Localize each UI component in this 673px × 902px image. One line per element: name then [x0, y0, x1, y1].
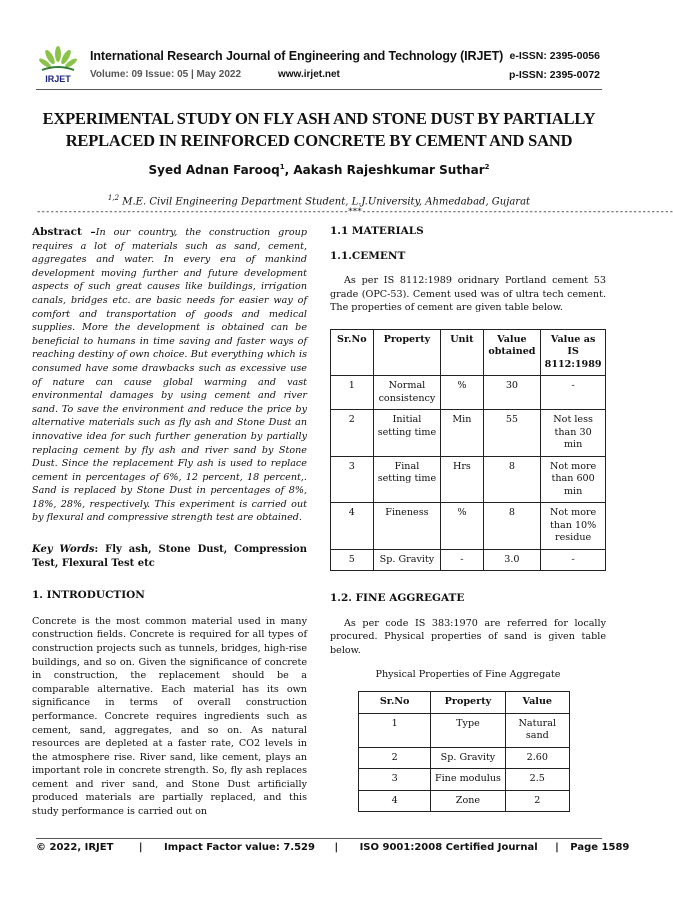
table-header-cell: Value as IS 8112:1989	[541, 329, 606, 376]
logo-text: IRJET	[45, 74, 71, 84]
table-cell: 8	[483, 456, 541, 503]
table-row	[359, 769, 570, 791]
abstract-label: Abstract –	[32, 226, 96, 238]
table-cell: 2	[331, 410, 374, 457]
table-cell: 2.60	[505, 747, 569, 769]
table-row	[359, 747, 570, 769]
table-cell: 1	[331, 376, 374, 410]
table-cell: Initial setting time	[373, 410, 441, 457]
table-cell: 8	[483, 503, 541, 550]
table-row	[331, 376, 606, 410]
journal-header	[36, 44, 602, 88]
journal-name: International Research Journal of Engineering and Technology (IRJET)	[90, 49, 504, 63]
table-cell: 2	[505, 790, 569, 812]
abstract	[32, 226, 307, 525]
table-cell: 4	[331, 503, 374, 550]
iso-certification: ISO 9001:2008 Certified Journal	[359, 842, 538, 853]
fine-aggregate-table	[358, 691, 570, 812]
affiliation-text: M.E. Civil Engineering Department Student, L.J.University, Ahmedabad, Gujarat	[119, 196, 531, 208]
fine-aggregate-text: As per code IS 383:1970 are referred for locally procured. Physical properties of sand is given table below.	[330, 617, 606, 656]
table-cell: Not less than 30 min	[541, 410, 606, 457]
table-cell: 30	[483, 376, 541, 410]
table-cell: -	[441, 549, 483, 571]
table-cell: Fine modulus	[431, 769, 505, 791]
pissn: p-ISSN: 2395-0072	[508, 69, 600, 81]
table-cell: 55	[483, 410, 541, 457]
intro-text: Concrete is the most common material used in many construction fields. Concrete is required for all types of construction projects such as tunnels, bridges, high-rise buildings, and so on. Given the significance of concrete in construction, the replacement should be a comparable alternative. Each material has its own significance in terms of overall construction performance. Concrete requires ingredients such as cement, sand, aggregates, and so on. As natural resources are depleted at a faster rate, CO2 levels in the atmosphere rise. River sand, like cement, plays an important role in concrete strength. So, fly ash replaces cement and river sand, and Stone Dust artificially produced materials are partially replaced, and this study performance is carried out on	[32, 615, 307, 818]
table-cell: 1	[359, 713, 431, 747]
author-separator: ,	[284, 163, 294, 177]
table-header-cell: Unit	[441, 329, 483, 376]
author-2-sup: 2	[484, 163, 490, 171]
table-cell: -	[541, 376, 606, 410]
author-1: Syed Adnan Farooq	[148, 163, 280, 177]
table-cell: 3.0	[483, 549, 541, 571]
page-number: Page 1589	[570, 842, 630, 853]
affiliation-sup: 1,2	[107, 194, 120, 202]
table-header-cell: Property	[373, 329, 441, 376]
paper-title: EXPERIMENTAL STUDY ON FLY ASH AND STONE DUST BY PARTIALLY REPLACED IN REINFORCED CONCRETE BY CEMENT AND SAND	[42, 109, 596, 151]
table-header-cell: Value obtained	[483, 329, 541, 376]
footer-divider	[36, 838, 602, 839]
table-header-cell: Value	[505, 692, 569, 714]
eissn: e-ISSN: 2395-0056	[509, 50, 600, 62]
table-cell: -	[541, 549, 606, 571]
footer-sep-2: |	[334, 842, 339, 853]
table-cell: Fineness	[373, 503, 441, 550]
intro-heading: 1. INTRODUCTION	[32, 589, 145, 602]
table-cell: 2	[359, 747, 431, 769]
impact-factor: Impact Factor value: 7.529	[164, 842, 315, 853]
keywords-text: Fly ash, Stone Dust, Compression Test, Flexural Test etc	[32, 544, 307, 569]
table-row	[331, 503, 606, 550]
table-header-cell: Sr.No	[359, 692, 431, 714]
footer-sep-1: |	[138, 842, 143, 853]
table-cell: 4	[359, 790, 431, 812]
table-cell: 3	[359, 769, 431, 791]
table-row	[331, 410, 606, 457]
table-cell: Final setting time	[373, 456, 441, 503]
table-cell: Sp. Gravity	[431, 747, 505, 769]
table-cell: 2.5	[505, 769, 569, 791]
authors	[36, 164, 602, 176]
volume-issue: Volume: 09 Issue: 05 | May 2022	[90, 69, 242, 80]
table-cell: 5	[331, 549, 374, 571]
table-header-cell: Property	[431, 692, 505, 714]
header-divider	[36, 89, 602, 90]
table-cell: Hrs	[441, 456, 483, 503]
table-row	[331, 549, 606, 571]
table-cell: %	[441, 376, 483, 410]
author-1-sup: 1	[279, 163, 285, 171]
affiliation	[36, 195, 602, 207]
table-cell: Zone	[431, 790, 505, 812]
separator-line: ---------------------------------------------------------------------***---------------------------------------------------------------------	[36, 207, 673, 217]
cement-text: As per IS 8112:1989 oridnary Portland cement 53 grade (OPC-53). Cement used was of ultra tech cement. The properties of cement are given table below.	[330, 275, 606, 314]
materials-heading: 1.1 MATERIALS	[330, 225, 424, 237]
page-footer	[36, 842, 630, 853]
table-cell: Sp. Gravity	[373, 549, 441, 571]
abstract-text: In our country, the construction group requires a lot of materials such as sand, cement, aggregates and water. In every era of mankind development moving further and future development aspects of such great causes like buildings, irrigation canals, bridges etc. are basic needs for easier way of comfort and transportation of goods and medical supplies. More the development is obtained can be beneficial to humans in time saving and faster ways of reaching destiny of own choice. But everything which is consumed have some drawbacks such as excessive use of nature can cause global warming and vast environmental damages by using cement and river sand. To save the environment and reduce the price by alternative materials such as fly ash and Stone Dust an innovative idea for such further generation by partially replacing cement by fly ash and river sand by Stone Dust. Since the replacement Fly ash is used to replace cement in percentages of 6%, 12 percent, 18 percent,. Sand is replaced by Stone Dust in percentages of 8%, 18%, 28%, respectively. This experiment is carried out by flexural and compressive strength test are obtained.	[32, 227, 307, 524]
cement-heading: 1.1.CEMENT	[330, 249, 406, 262]
table-cell: Min	[441, 410, 483, 457]
keywords-label: Key Words	[32, 544, 95, 556]
keywords-colon: :	[94, 544, 99, 556]
table-cell: Normal consistency	[373, 376, 441, 410]
table-row	[359, 790, 570, 812]
irjet-logo-icon	[36, 44, 80, 86]
table-cell: Not more than 600 min	[541, 456, 606, 503]
table-cell: Type	[431, 713, 505, 747]
website-link[interactable]: www.irjet.net	[278, 69, 340, 80]
footer-sep-3: |	[555, 842, 559, 853]
table-cell: Not more than 10% residue	[541, 503, 606, 550]
table-row	[331, 456, 606, 503]
cement-properties-table	[330, 329, 606, 572]
table-cell: 3	[331, 456, 374, 503]
table-header-cell: Sr.No	[331, 329, 374, 376]
copyright: © 2022, IRJET	[36, 842, 114, 853]
right-column	[330, 226, 606, 812]
table-cell: %	[441, 503, 483, 550]
fine-table-caption: Physical Properties of Fine Aggregate	[375, 668, 561, 680]
fine-aggregate-heading: 1.2. FINE AGGREGATE	[330, 592, 465, 605]
author-2: Aakash Rajeshkumar Suthar	[293, 163, 485, 177]
table-row	[359, 713, 570, 747]
table-cell: Natural sand	[505, 713, 569, 747]
keywords	[32, 543, 307, 570]
left-column	[32, 226, 307, 819]
